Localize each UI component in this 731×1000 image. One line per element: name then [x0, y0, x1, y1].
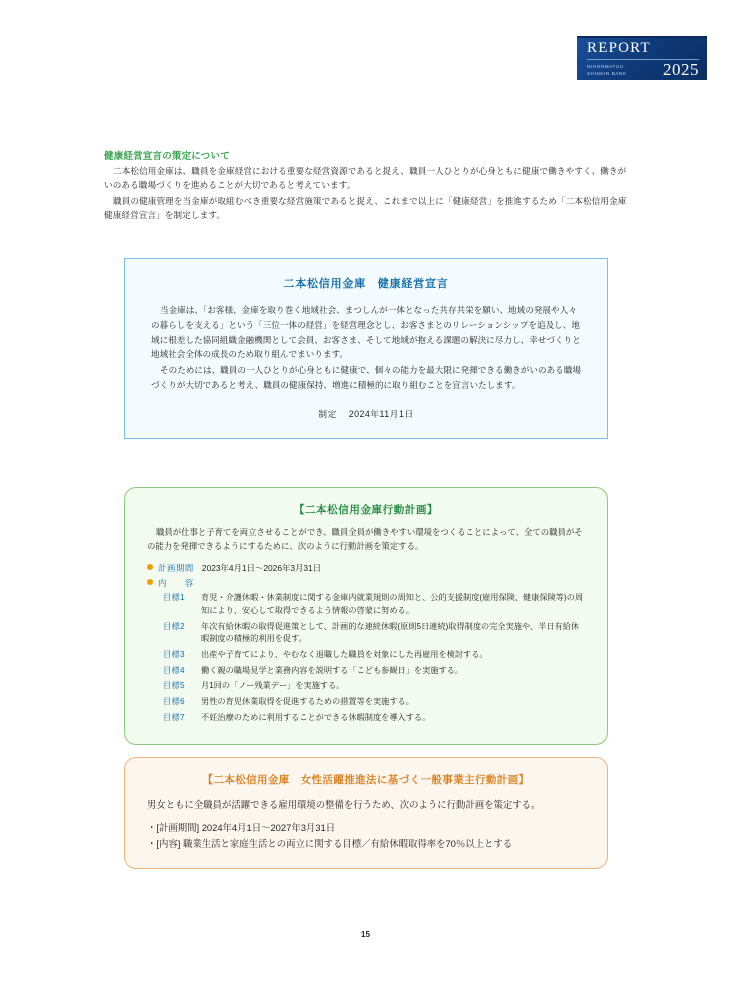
goal-label: 目標2	[163, 621, 185, 631]
declaration-date-value: 2024年11月1日	[348, 408, 414, 419]
intro-paragraph-2: 職員の健康管理を当金庫が取組むべき重要な経営施策であると捉え、これまで以上に「健康経営」を推進するため「二本松信用金庫 健康経営宣言」を制定します。	[104, 195, 636, 220]
badge-bank-name	[587, 64, 627, 78]
action-plan-period-value: 2023年4月1日～2026年3月31日	[201, 563, 322, 574]
badge-year: 2025	[663, 59, 699, 79]
goal-label: 目標5	[163, 681, 185, 691]
intro-paragraphs	[104, 165, 636, 225]
bullet-dot-icon	[147, 579, 153, 585]
list-item	[163, 680, 585, 693]
page-title: 健康経営宣言の策定について	[104, 151, 230, 162]
badge-bank-name-line2: SHINKIN BANK	[587, 70, 627, 76]
action-plan-content-row	[147, 577, 585, 589]
health-declaration-box	[124, 258, 608, 439]
list-item	[163, 621, 585, 646]
goal-text: 男性の育児休業取得を促進するための措置等を実施する。	[201, 697, 414, 707]
action-plan-period-label: 計画期間	[158, 563, 194, 574]
action-plan-lead: 職員が仕事と子育てを両立させることができ、職員全員が働きやすい環境をつくることによって、全ての職員がその能力を発揮できるようにするために、次のように行動計画を策定する。	[147, 527, 583, 551]
declaration-body	[151, 303, 581, 393]
goal-text: 年次有給休暇の取得促進策として、計画的な連続休暇(原則5日連続)取得制度の完全実施や、半日有給休暇制度の積極的利用を促す。	[201, 621, 580, 644]
goal-text: 働く親の職場見学と業務内容を説明する「こども参観日」を実施する。	[201, 665, 464, 675]
action-plan-title: 【二本松信用金庫行動計画】	[293, 504, 439, 516]
goal-label: 目標7	[163, 712, 185, 722]
declaration-paragraph-2: そのためには、職員の一人ひとりが心身ともに健康で、個々の能力を最大限に発揮できる働きがいのある職場づくりが大切であると考え、職員の健康保持、増進に積極的に取り組むことを宣言いたします。	[151, 365, 581, 390]
badge-report-label: REPORT	[587, 40, 651, 57]
declaration-date	[151, 407, 581, 420]
list-item	[163, 665, 585, 678]
female-plan-item-period: ・[計画期間] 2024年4月1日～2027年3月31日	[147, 822, 336, 834]
goal-label: 目標6	[163, 697, 185, 707]
intro-paragraph-1: 二本松信用金庫は、職員を金庫経営における重要な経営資源であると捉え、職員一人ひとりが心身ともに健康で働きやすく、働きがいのある職場づくりを進めることが大切であると考えています。	[104, 166, 627, 190]
badge-title-row	[587, 40, 699, 57]
declaration-title: 二本松信用金庫 健康経営宣言	[283, 278, 449, 290]
female-plan-lead: 男女ともに全職員が活躍できる雇用環境の整備を行うため、次のように行動計画を策定する。	[147, 799, 541, 810]
report-header-badge	[577, 36, 707, 80]
goal-text: 出産や子育てにより、やむなく退職した職員を対象にした再雇用を検討する。	[201, 650, 488, 660]
declaration-date-label: 制定	[318, 408, 337, 419]
action-plan-goal-list	[163, 592, 585, 724]
action-plan-content-label: 内 容	[158, 578, 194, 589]
action-plan-period-row	[147, 562, 585, 574]
goal-text: 月1回の「ノー残業デー」を実施する。	[201, 681, 345, 691]
female-participation-plan-box	[124, 757, 608, 869]
goal-label: 目標1	[163, 593, 185, 603]
declaration-paragraph-1: 当金庫は、「お客様、金庫を取り巻く地域社会、まつしんが一体となった共存共栄を願い、地域の発展や人々の暮らしを支える」という「三位一体の経営」を経営理念とし、お客さまとのリレーションシップを追及し、地域に根差した協同組織金融機関として会員、お客さま、そして地域が抱える課題の解決に尽力し、幸せづくりと地域社会全体の成長のため取り組んでまいります。	[151, 305, 581, 360]
goal-text: 不妊治療のために利用することができる休暇制度を導入する。	[201, 712, 431, 722]
action-plan-box	[124, 487, 608, 745]
list-item	[163, 696, 585, 709]
goal-label: 目標3	[163, 650, 185, 660]
badge-bank-name-line1: NIHONMATSU	[587, 63, 624, 69]
bullet-dot-icon	[147, 564, 153, 570]
badge-sub-row	[587, 61, 699, 78]
female-plan-title: 【二本松信用金庫 女性活躍推進法に基づく一般事業主行動計画】	[202, 774, 530, 786]
list-item	[163, 592, 585, 617]
female-plan-item-content: ・[内容] 職業生活と家庭生活との両立に関する目標／有給休暇取得率を70％以上とする	[147, 838, 513, 850]
goal-label: 目標4	[163, 665, 185, 675]
list-item	[163, 649, 585, 662]
list-item	[163, 712, 585, 725]
page-number: 15	[361, 930, 370, 939]
goal-text: 育児・介護休暇・休業制度に関する金庫内就業規則の周知と、公的支援制度(雇用保険、健康保険等)の周知により、安心して取得できるよう情報の啓蒙に努める。	[201, 593, 584, 615]
